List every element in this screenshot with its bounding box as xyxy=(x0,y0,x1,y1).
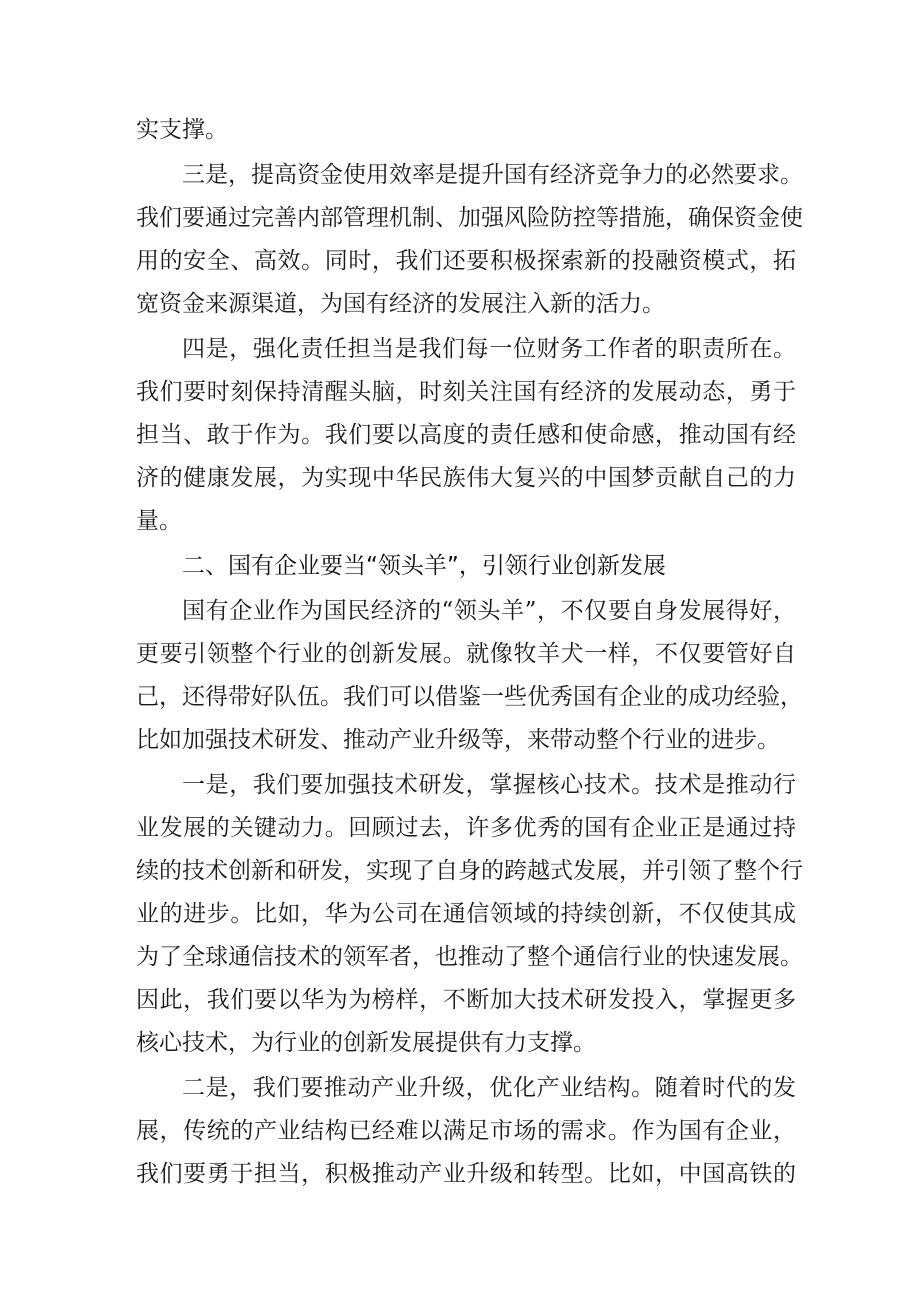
paragraph-line: 国有企业作为国民经济的“领头羊”，不仅要自身发展得好， xyxy=(182,598,796,624)
paragraph-line: 三是，提高资金使用效率是提升国有经济竞争力的必然要求。 xyxy=(182,162,803,188)
paragraph-line: 我们要时刻保持清醒头脑，时刻关注国有经济的发展动态，勇于 xyxy=(136,379,796,405)
paragraph-line: 为了全球通信技术的领军者，也推动了整个通信行业的快速发展。 xyxy=(136,944,803,970)
paragraph-line: 续的技术创新和研发，实现了自身的跨越式发展，并引领了整个行 xyxy=(136,858,803,884)
paragraph-line: 一是，我们要加强技术研发，掌握核心技术。技术是推动行 xyxy=(182,772,796,798)
paragraph-line: 业发展的关键动力。回顾过去，许多优秀的国有企业正是通过持 xyxy=(136,815,796,841)
paragraph-line: 展，传统的产业结构已经难以满足市场的需求。作为国有企业， xyxy=(136,1118,796,1144)
paragraph-line: 因此，我们要以华为为榜样，不断加大技术研发投入，掌握更多 xyxy=(136,987,796,1013)
paragraph-line: 四是，强化责任担当是我们每一位财务工作者的职责所在。 xyxy=(182,336,796,362)
paragraph-line: 比如加强技术研发、推动产业升级等，来带动整个行业的进步。 xyxy=(136,727,780,753)
paragraph-line: 量。 xyxy=(136,508,182,534)
paragraph-line: 用的安全、高效。同时，我们还要积极探索新的投融资模式，拓 xyxy=(136,248,796,274)
paragraph-line: 我们要勇于担当，积极推动产业升级和转型。比如，中国高铁的 xyxy=(136,1161,796,1187)
paragraph-line: 核心技术，为行业的创新发展提供有力支撑。 xyxy=(136,1030,596,1056)
paragraph-line: 我们要通过完善内部管理机制、加强风险防控等措施，确保资金使 xyxy=(136,205,803,231)
paragraph-line: 济的健康发展，为实现中华民族伟大复兴的中国梦贡献自己的力 xyxy=(136,465,796,491)
paragraph-line: 更要引领整个行业的创新发展。就像牧羊犬一样，不仅要管好自 xyxy=(136,641,796,667)
paragraph-line: 业的进步。比如，华为公司在通信领域的持续创新，不仅使其成 xyxy=(136,901,796,927)
section-heading: 二、国有企业要当“领头羊”，引领行业创新发展 xyxy=(182,553,666,579)
paragraph-line: 二是，我们要推动产业升级，优化产业结构。随着时代的发 xyxy=(182,1075,796,1101)
paragraph-line: 实支撑。 xyxy=(136,117,228,143)
paragraph-line: 宽资金来源渠道，为国有经济的发展注入新的活力。 xyxy=(136,291,665,317)
paragraph-line: 己，还得带好队伍。我们可以借鉴一些优秀国有企业的成功经验， xyxy=(136,684,803,710)
paragraph-line: 担当、敢于作为。我们要以高度的责任感和使命感，推动国有经 xyxy=(136,422,796,448)
